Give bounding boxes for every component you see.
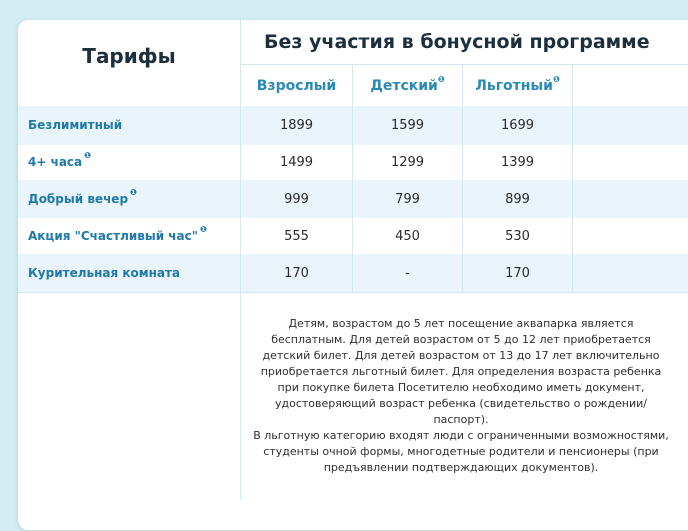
row-label-text: Акция "Счастливый час"	[28, 229, 199, 243]
price-cell: 1299	[390, 155, 425, 170]
row-label-text: Добрый вечер	[28, 192, 129, 206]
divider	[462, 64, 463, 292]
footnote-mark-icon: ❶	[552, 75, 560, 84]
column-header-child	[353, 75, 462, 94]
price-cell: 555	[284, 229, 309, 244]
row-label-happy-hour	[28, 225, 207, 243]
price-cell: 450	[395, 229, 420, 244]
footnote-mark-icon: ❶	[130, 188, 137, 197]
footnote-paragraph: В льготную категорию входят люди с ограниченными возможностями, студенты очной формы, многодетные родители и пенсионеры (при предъявлении подтверждающих документов).	[253, 429, 669, 474]
row-label-smoking-room	[28, 266, 182, 280]
price-cell: 799	[395, 192, 420, 207]
row-label-4plus-hours	[28, 151, 91, 169]
price-cell: 170	[284, 266, 309, 281]
price-cell: 1499	[279, 155, 314, 170]
footnote-mark-icon: ❶	[84, 151, 91, 160]
price-cell: 899	[505, 192, 530, 207]
price-cell: 1599	[390, 118, 425, 133]
row-label-good-evening	[28, 188, 137, 206]
price-cell: 530	[505, 229, 530, 244]
price-cell: 1399	[500, 155, 535, 170]
price-cell: -	[405, 266, 410, 281]
price-cell: 170	[505, 266, 530, 281]
column-header-adult	[241, 78, 352, 94]
row-label-text: 4+ часа	[28, 155, 83, 169]
footnote-mark-icon: ❶	[437, 75, 445, 84]
tariffs-title: Тарифы	[82, 44, 176, 68]
column-header-label: Взрослый	[256, 78, 337, 94]
divider	[240, 64, 688, 65]
price-cell: 999	[284, 192, 309, 207]
program-title: Без участия в бонусной программе	[264, 31, 650, 53]
row-label-unlimited	[28, 118, 124, 132]
row-label-text: Курительная комната	[28, 266, 181, 280]
price-cell: 1699	[500, 118, 535, 133]
footnote-text	[250, 316, 672, 476]
divider	[572, 64, 573, 292]
column-header-label: Льготный	[475, 78, 553, 94]
footnote-paragraph: Детям, возрастом до 5 лет посещение аквапарка является бесплатным. Для детей возрастом от 5 до 12 лет приобретается детский билет. Для детей возрастом от 13 до 17 лет включительно приобретается льготный билет. Для определения возраста ребенка при покупке билета Посетителю необходимо иметь документ, удостоверяющий возраст ребенка (свидетельство о рождении/паспорт).	[260, 317, 662, 426]
divider	[352, 64, 353, 292]
column-header-label: Детский	[370, 78, 438, 94]
footnote-mark-icon: ❶	[200, 225, 207, 234]
price-cell: 1899	[279, 118, 314, 133]
tariff-card	[18, 20, 688, 530]
row-label-text: Безлимитный	[28, 118, 123, 132]
column-header-discount	[463, 75, 572, 94]
divider	[18, 292, 688, 293]
